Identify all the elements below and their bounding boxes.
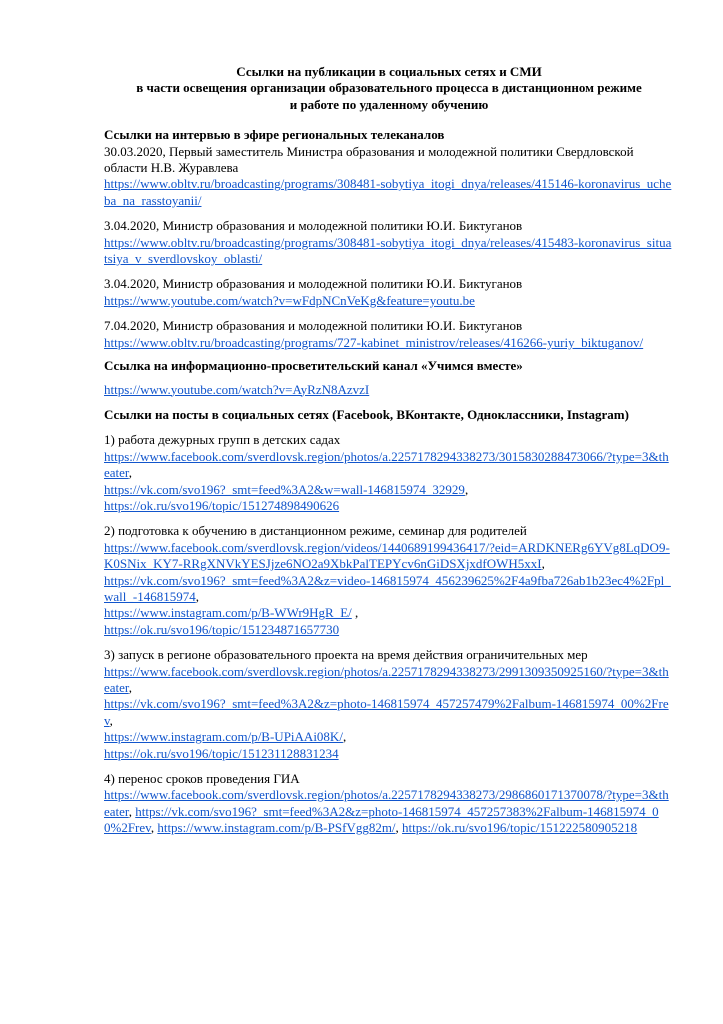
ok-link[interactable]: https://ok.ru/svo196/topic/151234871657730 <box>104 621 340 637</box>
interview-item <box>104 276 674 309</box>
social-post-item: 4) перенос сроков проведения ГИА https://www.facebook.com/sverdlovsk.region/photos/a.2257178294338273/2986860171370078/?type=3&theater, https://vk.com/svo196?_smt=feed%3A2&z=photo-146815974_457257383%2Falbum-146815974_00%2Frev, https://www.instagram.com/p/B-PSfVgg82m/, https://ok.ru/svo196/topic/151222580905218 <box>104 771 674 837</box>
section-channel-heading: Ссылка на информационно-просветительский канал «Учимся вместе» <box>104 358 523 374</box>
facebook-link[interactable]: https://www.facebook.com/sverdlovsk.region/photos/a.2257178294338273/2991309350925160/?type=3&theater <box>104 663 669 695</box>
instagram-link[interactable]: https://www.instagram.com/p/B-WWr9HgR_E/ <box>104 605 352 621</box>
vk-link[interactable]: https://vk.com/svo196?_smt=feed%3A2&z=photo-146815974_457257479%2Falbum-146815974_00%2Frev <box>104 696 669 728</box>
post-description: 2) подготовка к обучению в дистанционном режиме, семинар для родителей <box>104 523 527 539</box>
title-line-1: Ссылки на публикации в социальных сетях и СМИ <box>236 64 542 79</box>
interview-description: 3.04.2020, Министр образования и молодежной политики Ю.И. Биктуганов <box>104 276 523 292</box>
ok-link[interactable]: https://ok.ru/svo196/topic/151231128831234 <box>104 745 339 761</box>
document-title <box>104 64 674 113</box>
interview-link[interactable]: https://www.obltv.ru/broadcasting/programs/308481-sobytiya_itogi_dnya/releases/415146-koronavirus_ucheba_na_rasstoyanii/ <box>104 176 672 208</box>
facebook-link[interactable]: https://www.facebook.com/sverdlovsk.region/photos/a.2257178294338273/2986860171370078/?type=3&theater <box>104 787 669 819</box>
interview-link[interactable]: https://www.obltv.ru/broadcasting/programs/308481-sobytiya_itogi_dnya/releases/415483-koronavirus_situatsiya_v_sverdlovskoy_oblasti/ <box>104 234 672 267</box>
facebook-link[interactable]: https://www.facebook.com/sverdlovsk.region/videos/1440689199436417/?eid=ARDKNERg6YVg8LqDO9-K0SNix_KY7-RRgXNVkYESJjze6NO2a9XbkPalTEPYcv6nGiDSXjxdfOWH5xxI <box>104 539 670 572</box>
interview-item <box>104 144 674 210</box>
section-tv-interviews-heading: Ссылки на интервью в эфире региональных телеканалов <box>104 127 445 143</box>
instagram-link[interactable]: https://www.instagram.com/p/B-PSfVgg82m/ <box>157 820 396 836</box>
vk-link[interactable]: https://vk.com/svo196?_smt=feed%3A2&w=wall-146815974_32929 <box>104 481 465 497</box>
instagram-link[interactable]: https://www.instagram.com/p/B-UPiAAi08K/ <box>104 729 343 745</box>
document-page <box>104 64 674 837</box>
ok-link[interactable]: https://ok.ru/svo196/topic/151222580905218 <box>402 820 638 836</box>
social-post-item: 1) работа дежурных групп в детских садах https://www.facebook.com/sverdlovsk.region/photos/a.2257178294338273/3015830288473066/?type=3&theater, https://vk.com/svo196?_smt=feed%3A2&w=wall-146815974_32929, https://ok.ru/svo196/topic/151274898490626 <box>104 432 674 514</box>
section-social-posts-heading: Ссылки на посты в социальных сетях (Facebook, ВКонтакте, Одноклассники, Instagram) <box>104 406 629 422</box>
post-description: 1) работа дежурных групп в детских садах <box>104 432 341 448</box>
vk-link[interactable]: https://vk.com/svo196?_smt=feed%3A2&z=photo-146815974_457257383%2Falbum-146815974_00%2Frev <box>104 803 659 836</box>
title-line-3: и работе по удаленному обучению <box>289 96 489 112</box>
channel-link[interactable]: https://www.youtube.com/watch?v=AyRzN8AzvzI <box>104 381 370 397</box>
facebook-link[interactable]: https://www.facebook.com/sverdlovsk.region/photos/a.2257178294338273/3015830288473066/?type=3&theater <box>104 448 669 481</box>
social-post-item: 3) запуск в регионе образовательного проекта на время действия ограничительных мер https://www.facebook.com/sverdlovsk.region/photos/a.2257178294338273/2991309350925160/?type=3&theater, https://vk.com/svo196?_smt=feed%3A2&z=photo-146815974_457257479%2Falbum-146815974_00%2Frev, https://www.instagram.com/p/B-UPiAAi08K/, https://ok.ru/svo196/topic/151231128831234 <box>104 647 674 762</box>
interview-link[interactable]: https://www.youtube.com/watch?v=wFdpNCnVeKg&feature=youtu.be <box>104 292 475 308</box>
ok-link[interactable]: https://ok.ru/svo196/topic/151274898490626 <box>104 497 340 513</box>
interview-description: 7.04.2020, Министр образования и молодежной политики Ю.И. Биктуганов <box>104 318 523 334</box>
interview-item <box>104 318 674 351</box>
interview-description: 3.04.2020, Министр образования и молодежной политики Ю.И. Биктуганов <box>104 218 523 234</box>
social-post-item: 2) подготовка к обучению в дистанционном режиме, семинар для родителей https://www.facebook.com/sverdlovsk.region/videos/1440689199436417/?eid=ARDKNERg6YVg8LqDO9-K0SNix_KY7-RRgXNVkYESJjze6NO2a9XbkPalTEPYcv6nGiDSXjxdfOWH5xxI, https://vk.com/svo196?_smt=feed%3A2&z=video-146815974_456239625%2F4a9fba726ab1b23ec4%2Fpl_wall_-146815974, https://www.instagram.com/p/B-WWr9HgR_E/ , https://ok.ru/svo196/topic/151234871657730 <box>104 523 674 638</box>
interview-description: 30.03.2020, Первый заместитель Министра образования и молодежной политики Свердловской области Н.В. Журавлева <box>104 143 634 176</box>
interview-item <box>104 218 674 267</box>
post-description: 3) запуск в регионе образовательного проекта на время действия ограничительных мер <box>104 647 588 663</box>
vk-link[interactable]: https://vk.com/svo196?_smt=feed%3A2&z=video-146815974_456239625%2F4a9fba726ab1b23ec4%2Fpl_wall_-146815974 <box>104 572 671 604</box>
interview-link[interactable]: https://www.obltv.ru/broadcasting/programs/727-kabinet_ministrov/releases/416266-yuriy_biktuganov/ <box>104 334 644 350</box>
title-line-2: в части освещения организации образовательного процесса в дистанционном режиме <box>136 80 642 96</box>
post-description: 4) перенос сроков проведения ГИА <box>104 771 300 787</box>
